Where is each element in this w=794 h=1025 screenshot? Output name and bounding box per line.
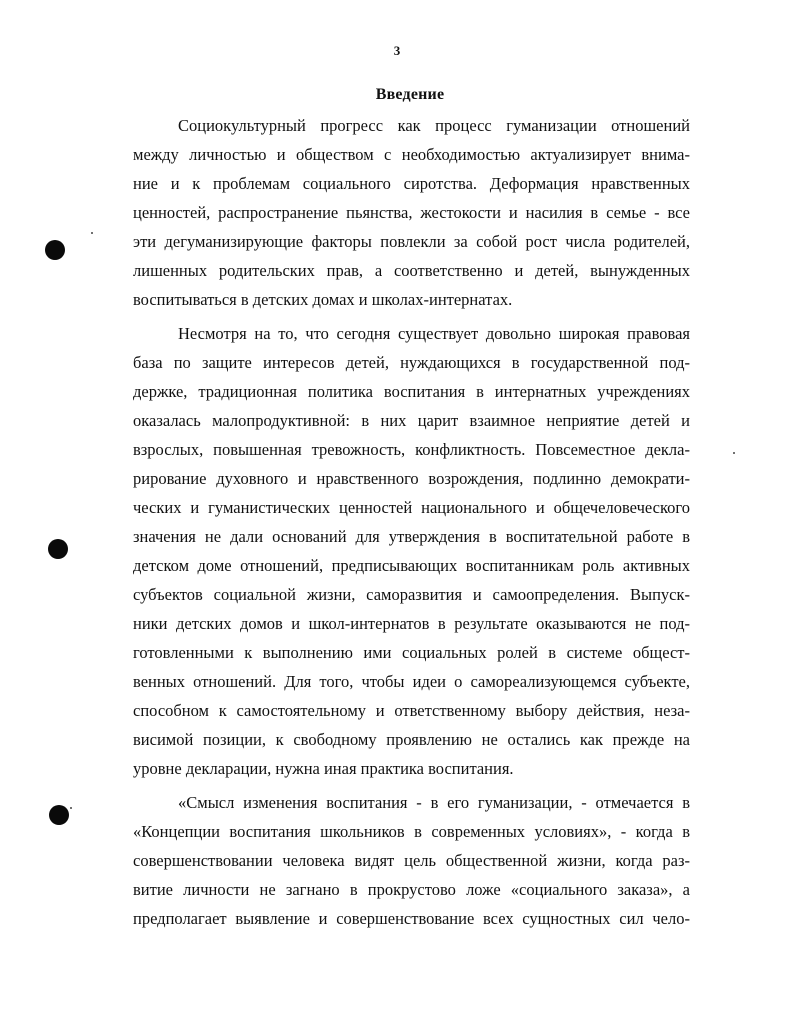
text-line: детском доме отношений, предписывающих воспитанникам роль активных: [133, 556, 690, 575]
text-line: Несмотря на то, что сегодня существует довольно широкая правовая: [178, 324, 690, 343]
text-line: уровне декларации, нужна иная практика воспитания.: [133, 759, 514, 778]
text-line: висимой позиции, к свободному проявлению не остались как прежде на: [133, 730, 690, 749]
text-line: способном к самостоятельному и ответственному выбору действия, неза-: [133, 701, 690, 720]
text-line: витие личности не загнано в прокрустово ложе «социального заказа», а: [133, 880, 690, 899]
text-line: субъектов социальной жизни, саморазвития и самоопределения. Выпуск-: [133, 585, 690, 604]
text-line: держке, традиционная политика воспитания в интернатных учреждениях: [133, 382, 690, 401]
text-line: лишенных родительских прав, а соответственно и детей, вынужденных: [133, 261, 690, 280]
text-line: рирование духовного и нравственного возрождения, подлинно демократи-: [133, 469, 690, 488]
text-line: ники детских домов и школ-интернатов в результате оказываются не под-: [133, 614, 690, 633]
text-line: значения не дали оснований для утверждения в воспитательной работе в: [133, 527, 690, 546]
text-line: готовленными к выполнению ими социальных ролей в системе общест-: [133, 643, 690, 662]
text-line: венных отношений. Для того, чтобы идеи о самореализующемся субъекте,: [133, 672, 690, 691]
section-heading: Введение: [375, 86, 445, 103]
text-line: совершенствовании человека видят цель общественной жизни, когда раз-: [133, 851, 690, 870]
text-line: Социокультурный прогресс как процесс гуманизации отношений: [178, 116, 690, 135]
text-line: «Концепции воспитания школьников в современных условиях», - когда в: [133, 822, 690, 841]
punch-hole: [45, 240, 65, 260]
scan-speck: [70, 807, 72, 809]
page-number: 3: [393, 43, 401, 58]
text-line: ценностей, распространение пьянства, жестокости и насилия в семье - все: [133, 203, 690, 222]
text-line: предполагает выявление и совершенствование всех сущностных сил чело-: [133, 909, 690, 928]
text-line: ние и к проблемам социального сиротства. Деформация нравственных: [133, 174, 690, 193]
text-line: «Смысл изменения воспитания - в его гуманизации, - отмечается в: [178, 793, 690, 812]
text-line: эти дегуманизирующие факторы повлекли за собой рост числа родителей,: [133, 232, 690, 251]
text-line: оказалась малопродуктивной: в них царит взаимное неприятие детей и: [133, 411, 690, 430]
text-line: между личностью и обществом с необходимостью актуализирует внима-: [133, 145, 690, 164]
punch-hole: [48, 539, 68, 559]
text-line: ческих и гуманистических ценностей национального и общечеловеческого: [133, 498, 690, 517]
punch-hole: [49, 805, 69, 825]
text-line: воспитываться в детских домах и школах-интернатах.: [133, 290, 513, 309]
text-line: база по защите интересов детей, нуждающихся в государственной под-: [133, 353, 690, 372]
scan-speck: [91, 232, 93, 234]
scan-speck: [733, 452, 735, 454]
text-line: взрослых, повышенная тревожность, конфликтность. Повсеместное декла-: [133, 440, 690, 459]
